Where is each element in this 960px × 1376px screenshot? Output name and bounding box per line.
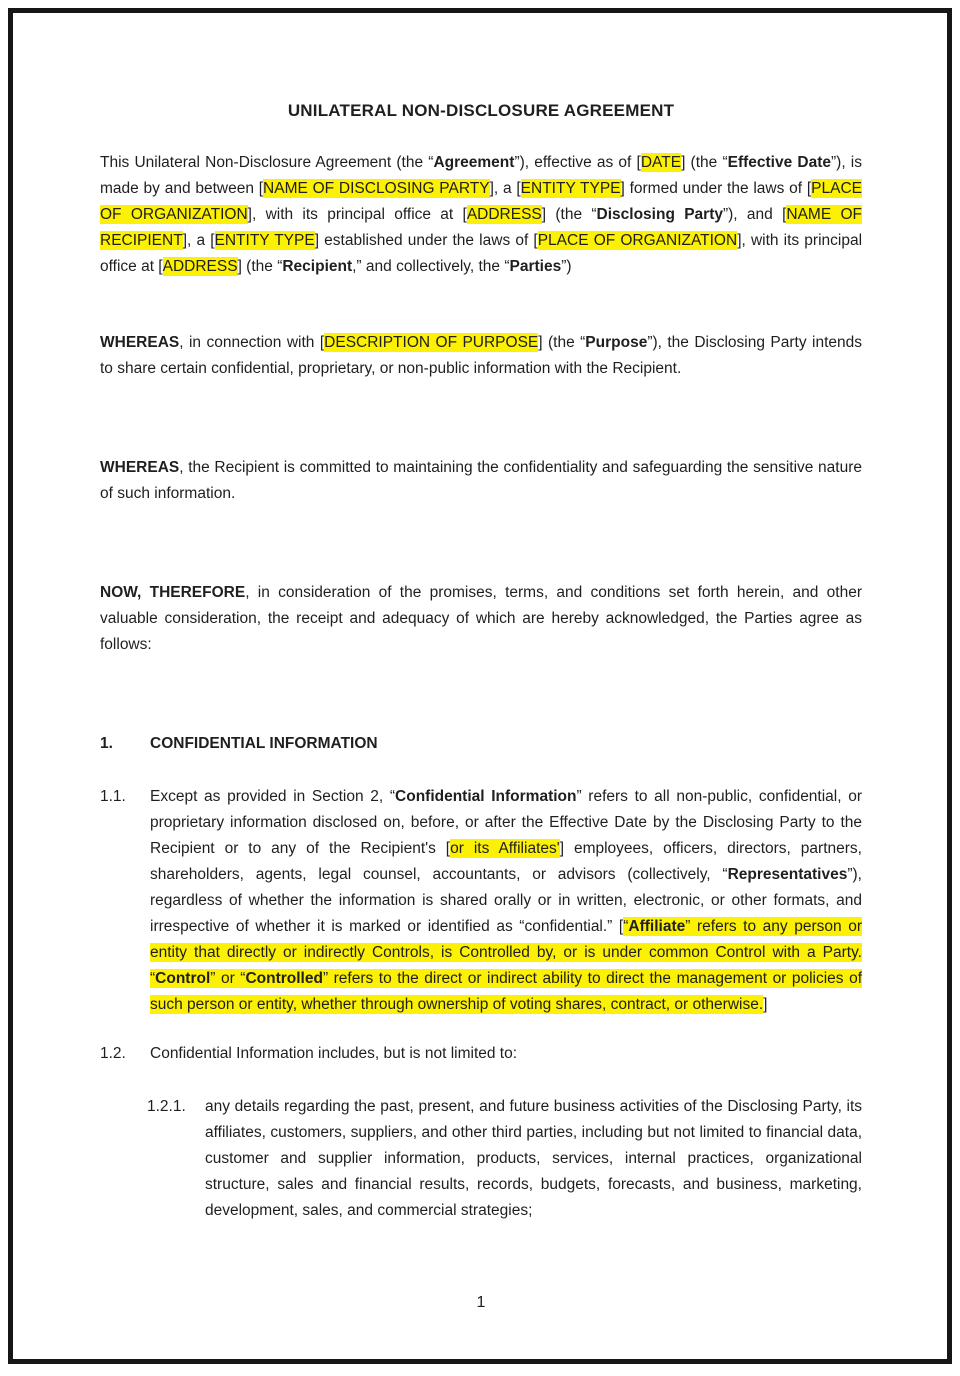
text-run: Recipient [282,258,353,275]
placeholder-highlight: or its Affiliates' [450,840,560,857]
placeholder-highlight: NAME OF DISCLOSING PARTY [263,180,490,197]
placeholder-highlight: ENTITY TYPE [214,232,315,249]
text-run: ] (the “ [237,258,283,275]
whereas-confidentiality-paragraph [100,455,862,507]
text-run: ”), the Disclosing Party intends to share certain confidential, proprietary, or non-public information with the Recipient. [100,334,862,377]
text-run: ], a [ [182,232,215,249]
document-body [100,150,862,1224]
text-run: ], with its principal office at [ [100,232,863,275]
placeholder-highlight: Control [155,970,211,987]
placeholder-highlight: ” or “ [210,970,246,987]
placeholder-highlight: ” refers to the direct or indirect ability to direct the management or policies of such person or entity, whether through ownership of voting shares, contract, or otherwise. [150,970,863,1013]
text-run: ”) [561,258,572,275]
preamble-paragraph [100,150,862,280]
text-run: ] employees, officers, directors, partners, shareholders, agents, legal counsel, accountants, or advisors (collectively, “ [150,840,862,883]
text-run: ”), is made by and between [ [100,154,863,197]
text-run: ] [763,996,768,1013]
placeholder-highlight: ENTITY TYPE [520,180,621,197]
text-run: ”), effective as of [ [514,154,641,171]
text-run: ” refers to all non-public, confidential, or proprietary information disclosed on, before, or after the Effective Date by the Disclosing Party to the Recipient or to any of the Recipient's [ [150,788,862,857]
text-run: ] established under the laws of [ [314,232,538,249]
text-run: ], a [ [489,180,521,197]
now-therefore-paragraph [100,580,862,658]
placeholder-highlight: ” refers to any person or entity that directly or indirectly Controls, is Controlled by, or is under common Control with a Party. “ [150,918,862,987]
placeholder-highlight: “ [623,918,629,935]
text-run: Parties [509,258,562,275]
text-run: Purpose [585,334,648,351]
placeholder-highlight: ADDRESS [466,206,542,223]
text-run: any details regarding the past, present, and future business activities of the Disclosing Party, its affiliates, customers, suppliers, and other third parties, including but not limited to financial data, customer and supplier information, products, services, internal practices, organizational structure, sales and financial results, records, budgets, forecasts, and business, marketing, development, sales, and commercial strategies; [205,1098,862,1219]
clause-1-2 [100,1041,862,1067]
placeholder-highlight: DATE [640,154,682,171]
clause-1-2-1 [100,1094,862,1224]
clause-number: 1.2.1. [147,1098,186,1115]
section-number: 1. [100,735,113,752]
whereas-purpose-paragraph [100,330,862,382]
document-title: UNILATERAL NON-DISCLOSURE AGREEMENT [287,101,675,120]
text-run: , the Recipient is committed to maintaining the confidentiality and safeguarding the sensitive nature of such information. [100,459,862,502]
document-page [100,0,862,1224]
text-run: ] (the “ [538,334,586,351]
text-run: ,” and collectively, the “ [352,258,510,275]
text-run: ] formed under the laws of [ [620,180,812,197]
placeholder-highlight: DESCRIPTION OF PURPOSE [324,334,539,351]
text-run: ] (the “ [681,154,728,171]
text-run: Agreement [433,154,515,171]
clause-text [150,1041,862,1067]
section-heading-text [150,731,862,757]
section-1-heading [100,731,862,757]
text-run: , in consideration of the promises, terms, and conditions set forth herein, and other valuable consideration, the receipt and adequacy of which are hereby acknowledged, the Parties agree as follows: [100,584,862,653]
text-run: CONFIDENTIAL INFORMATION [150,735,378,752]
text-run: Confidential Information [395,788,577,805]
clause-1-1 [100,784,862,1018]
placeholder-highlight: PLACE OF ORGANIZATION [537,232,738,249]
placeholder-highlight: Affiliate [628,918,686,935]
placeholder-highlight: PLACE OF ORGANIZATION [100,180,863,223]
text-run: Except as provided in Section 2, “ [150,788,396,805]
text-run: Representatives [727,866,848,883]
text-run: ”), regardless of whether the information is shared orally or in written, electronic, or other formats, and irrespective of whether it is marked or identified as “confidential.” [ [150,866,862,935]
text-run: This Unilateral Non-Disclosure Agreement (the “ [100,154,434,171]
text-run: ], with its principal office at [ [247,206,467,223]
text-run: Confidential Information includes, but is not limited to: [150,1045,518,1062]
clause-number: 1.1. [100,788,126,805]
text-run: NOW, THEREFORE [100,584,246,601]
text-run: Disclosing Party [596,206,723,223]
text-run: ] (the “ [541,206,597,223]
clause-number: 1.2. [100,1045,126,1062]
page-number: 1 [476,1294,486,1311]
text-run: WHEREAS [100,334,180,351]
clause-text [150,784,862,1018]
clause-text [205,1094,862,1224]
text-run: WHEREAS [100,459,180,476]
text-run: ”), and [ [722,206,787,223]
placeholder-highlight: ADDRESS [162,258,238,275]
placeholder-highlight: Controlled [245,970,323,987]
text-run: , in connection with [ [179,334,325,351]
placeholder-highlight: NAME OF RECIPIENT [100,206,862,249]
text-run: Effective Date [727,154,831,171]
